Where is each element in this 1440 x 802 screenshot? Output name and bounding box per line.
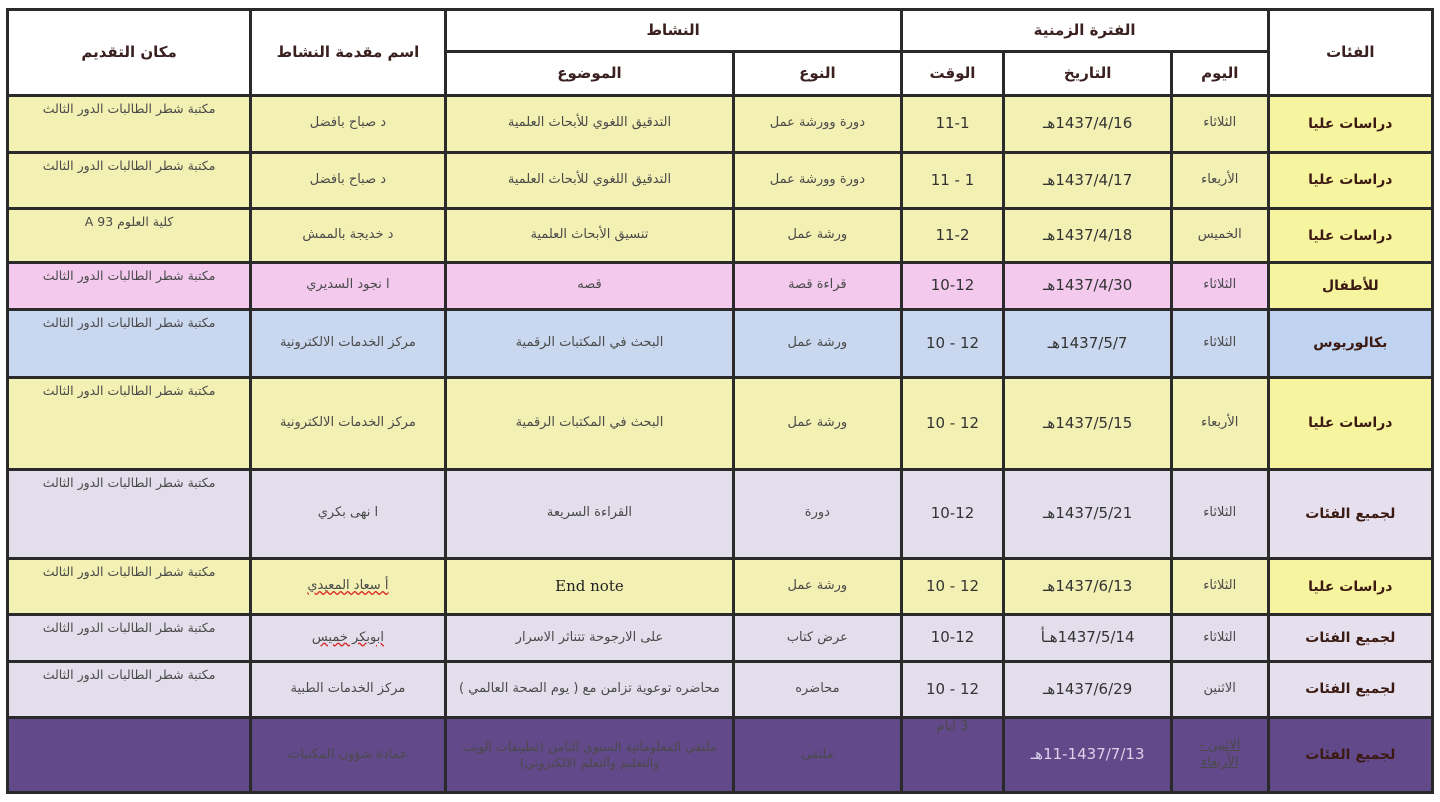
- header-location: مكان التقديم: [9, 11, 249, 94]
- header-day: اليوم: [1173, 53, 1267, 94]
- date-cell: 1437/5/15هـ: [1005, 379, 1169, 467]
- presenter-cell: ا نجود السديري: [252, 264, 444, 307]
- table-row: [9, 719, 1431, 791]
- table-row: [9, 311, 1431, 377]
- category-cell: بكالوريوس: [1270, 311, 1431, 377]
- topic-cell: البحث في المكتبات الرقمية: [447, 311, 732, 377]
- presenter-cell: عمادة شؤون المكتبات: [252, 719, 444, 791]
- category-cell: دراسات عليا: [1270, 379, 1431, 467]
- table-row: [9, 264, 1431, 307]
- time-cell: 10-12: [903, 471, 1003, 557]
- day-cell: الخميس: [1173, 210, 1267, 261]
- presenter-name: أ سعاد المعيدي: [307, 578, 389, 594]
- day-cell: الاثنين: [1173, 663, 1267, 716]
- category-cell: لجميع الفئات: [1270, 471, 1431, 557]
- location-cell: مكتبة شطر الطالبات الدور الثالث: [9, 471, 249, 557]
- date-cell: 1437/4/30هـ: [1005, 264, 1169, 307]
- date-cell: 1437/5/21هـ: [1005, 471, 1169, 557]
- day-cell: الثلاثاء: [1173, 311, 1267, 377]
- presenter-cell: [252, 616, 444, 659]
- table-row: [9, 210, 1431, 261]
- table-row: [9, 97, 1431, 150]
- time-cell: 10-12: [903, 264, 1003, 307]
- category-cell: دراسات عليا: [1270, 210, 1431, 261]
- header-presenter: اسم مقدمة النشاط: [252, 11, 444, 94]
- topic-cell: قصه: [447, 264, 732, 307]
- presenter-cell: د صباح بافضل: [252, 154, 444, 207]
- time-cell: 10 - 12: [903, 379, 1003, 467]
- presenter-cell: ا نهى بكري: [252, 471, 444, 557]
- topic-cell: القراءة السريعة: [447, 471, 732, 557]
- topic-cell: التدقيق اللغوي للأبحاث العلمية: [447, 97, 732, 150]
- table-row: [9, 379, 1431, 467]
- date-cell: 1437/5/14هـأ: [1005, 616, 1169, 659]
- location-cell: مكتبة شطر الطالبات الدور الثالث: [9, 154, 249, 207]
- time-cell: 10 - 12: [903, 311, 1003, 377]
- time-cell: 11-1: [903, 97, 1003, 150]
- header-activity: النشاط: [447, 11, 900, 50]
- day-cell: الثلاثاء: [1173, 616, 1267, 659]
- topic-cell: تنسيق الأبحاث العلمية: [447, 210, 732, 261]
- location-cell: مكتبة شطر الطالبات الدور الثالث: [9, 616, 249, 659]
- topic-cell: End note: [447, 560, 732, 613]
- location-cell: كلية العلوم 93 A: [9, 210, 249, 261]
- location-cell: مكتبة شطر الطالبات الدور الثالث: [9, 663, 249, 716]
- date-cell: 11-1437/7/13هـ: [1005, 719, 1169, 791]
- presenter-cell: مركز الخدمات الالكترونية: [252, 379, 444, 467]
- location-cell: مكتبة شطر الطالبات الدور الثالث: [9, 97, 249, 150]
- type-cell: ورشة عمل: [735, 379, 899, 467]
- type-cell: دورة وورشة عمل: [735, 154, 899, 207]
- table-row: [9, 616, 1431, 659]
- day-cell: الثلاثاء: [1173, 97, 1267, 150]
- category-cell: للأطفال: [1270, 264, 1431, 307]
- presenter-cell: مركز الخدمات الطبية: [252, 663, 444, 716]
- header-time: الوقت: [903, 53, 1003, 94]
- topic-cell: على الارجوحة تتناثر الاسرار: [447, 616, 732, 659]
- location-cell: [9, 719, 249, 791]
- table-row: [9, 663, 1431, 716]
- day-cell: الأربعاء: [1173, 379, 1267, 467]
- topic-cell: البحث في المكتبات الرقمية: [447, 379, 732, 467]
- header-period: الفترة الزمنية: [903, 11, 1267, 50]
- header-type: النوع: [735, 53, 899, 94]
- date-cell: 1437/5/7هـ: [1005, 311, 1169, 377]
- type-cell: دورة وورشة عمل: [735, 97, 899, 150]
- table-row: [9, 560, 1431, 613]
- type-cell: ورشة عمل: [735, 560, 899, 613]
- presenter-name: ابوبكر خميس: [311, 629, 384, 645]
- day-cell: [1173, 719, 1267, 791]
- type-cell: ملتقى: [735, 719, 899, 791]
- day-text: الاثنين - الأربعاء: [1199, 738, 1241, 770]
- presenter-cell: مركز الخدمات الالكترونية: [252, 311, 444, 377]
- topic-cell: محاضره توعوية تزامن مع ( يوم الصحة العالمي ): [447, 663, 732, 716]
- header-category: الفئات: [1270, 11, 1431, 94]
- header-topic: الموضوع: [447, 53, 732, 94]
- location-cell: مكتبة شطر الطالبات الدور الثالث: [9, 379, 249, 467]
- location-cell: مكتبة شطر الطالبات الدور الثالث: [9, 264, 249, 307]
- time-cell: 10 - 12: [903, 560, 1003, 613]
- category-cell: دراسات عليا: [1270, 154, 1431, 207]
- table-row: [9, 471, 1431, 557]
- category-cell: لجميع الفئات: [1270, 719, 1431, 791]
- type-cell: ورشة عمل: [735, 311, 899, 377]
- date-cell: 1437/4/17هـ: [1005, 154, 1169, 207]
- day-cell: الثلاثاء: [1173, 264, 1267, 307]
- time-cell: 3 أيام: [903, 719, 1003, 791]
- category-cell: دراسات عليا: [1270, 560, 1431, 613]
- category-cell: لجميع الفئات: [1270, 663, 1431, 716]
- day-cell: الأربعاء: [1173, 154, 1267, 207]
- type-cell: محاضره: [735, 663, 899, 716]
- presenter-cell: د صباح بافضل: [252, 97, 444, 150]
- time-cell: 10-12: [903, 616, 1003, 659]
- table-row: [9, 154, 1431, 207]
- time-cell: 10 - 12: [903, 663, 1003, 716]
- presenter-cell: د خديجة بالممش: [252, 210, 444, 261]
- schedule-table: [6, 8, 1434, 794]
- header-date: التاريخ: [1005, 53, 1169, 94]
- time-cell: 11-2: [903, 210, 1003, 261]
- location-cell: مكتبة شطر الطالبات الدور الثالث: [9, 560, 249, 613]
- type-cell: عرض كتاب: [735, 616, 899, 659]
- type-cell: ورشة عمل: [735, 210, 899, 261]
- location-cell: مكتبة شطر الطالبات الدور الثالث: [9, 311, 249, 377]
- date-cell: 1437/6/13هـ: [1005, 560, 1169, 613]
- day-cell: الثلاثاء: [1173, 471, 1267, 557]
- category-cell: لجميع الفئات: [1270, 616, 1431, 659]
- date-cell: 1437/4/18هـ: [1005, 210, 1169, 261]
- topic-cell: التدقيق اللغوي للأبحاث العلمية: [447, 154, 732, 207]
- presenter-cell: [252, 560, 444, 613]
- topic-cell: ملتقى المعلوماتية السنوي الثامن (تطبيقات الويب والتعليم والتعلم الالكتروني): [447, 719, 732, 791]
- date-cell: 1437/6/29هـ: [1005, 663, 1169, 716]
- date-cell: 1437/4/16هـ: [1005, 97, 1169, 150]
- day-cell: الثلاثاء: [1173, 560, 1267, 613]
- time-cell: 11 - 1: [903, 154, 1003, 207]
- category-cell: دراسات عليا: [1270, 97, 1431, 150]
- type-cell: قراءة قصة: [735, 264, 899, 307]
- type-cell: دورة: [735, 471, 899, 557]
